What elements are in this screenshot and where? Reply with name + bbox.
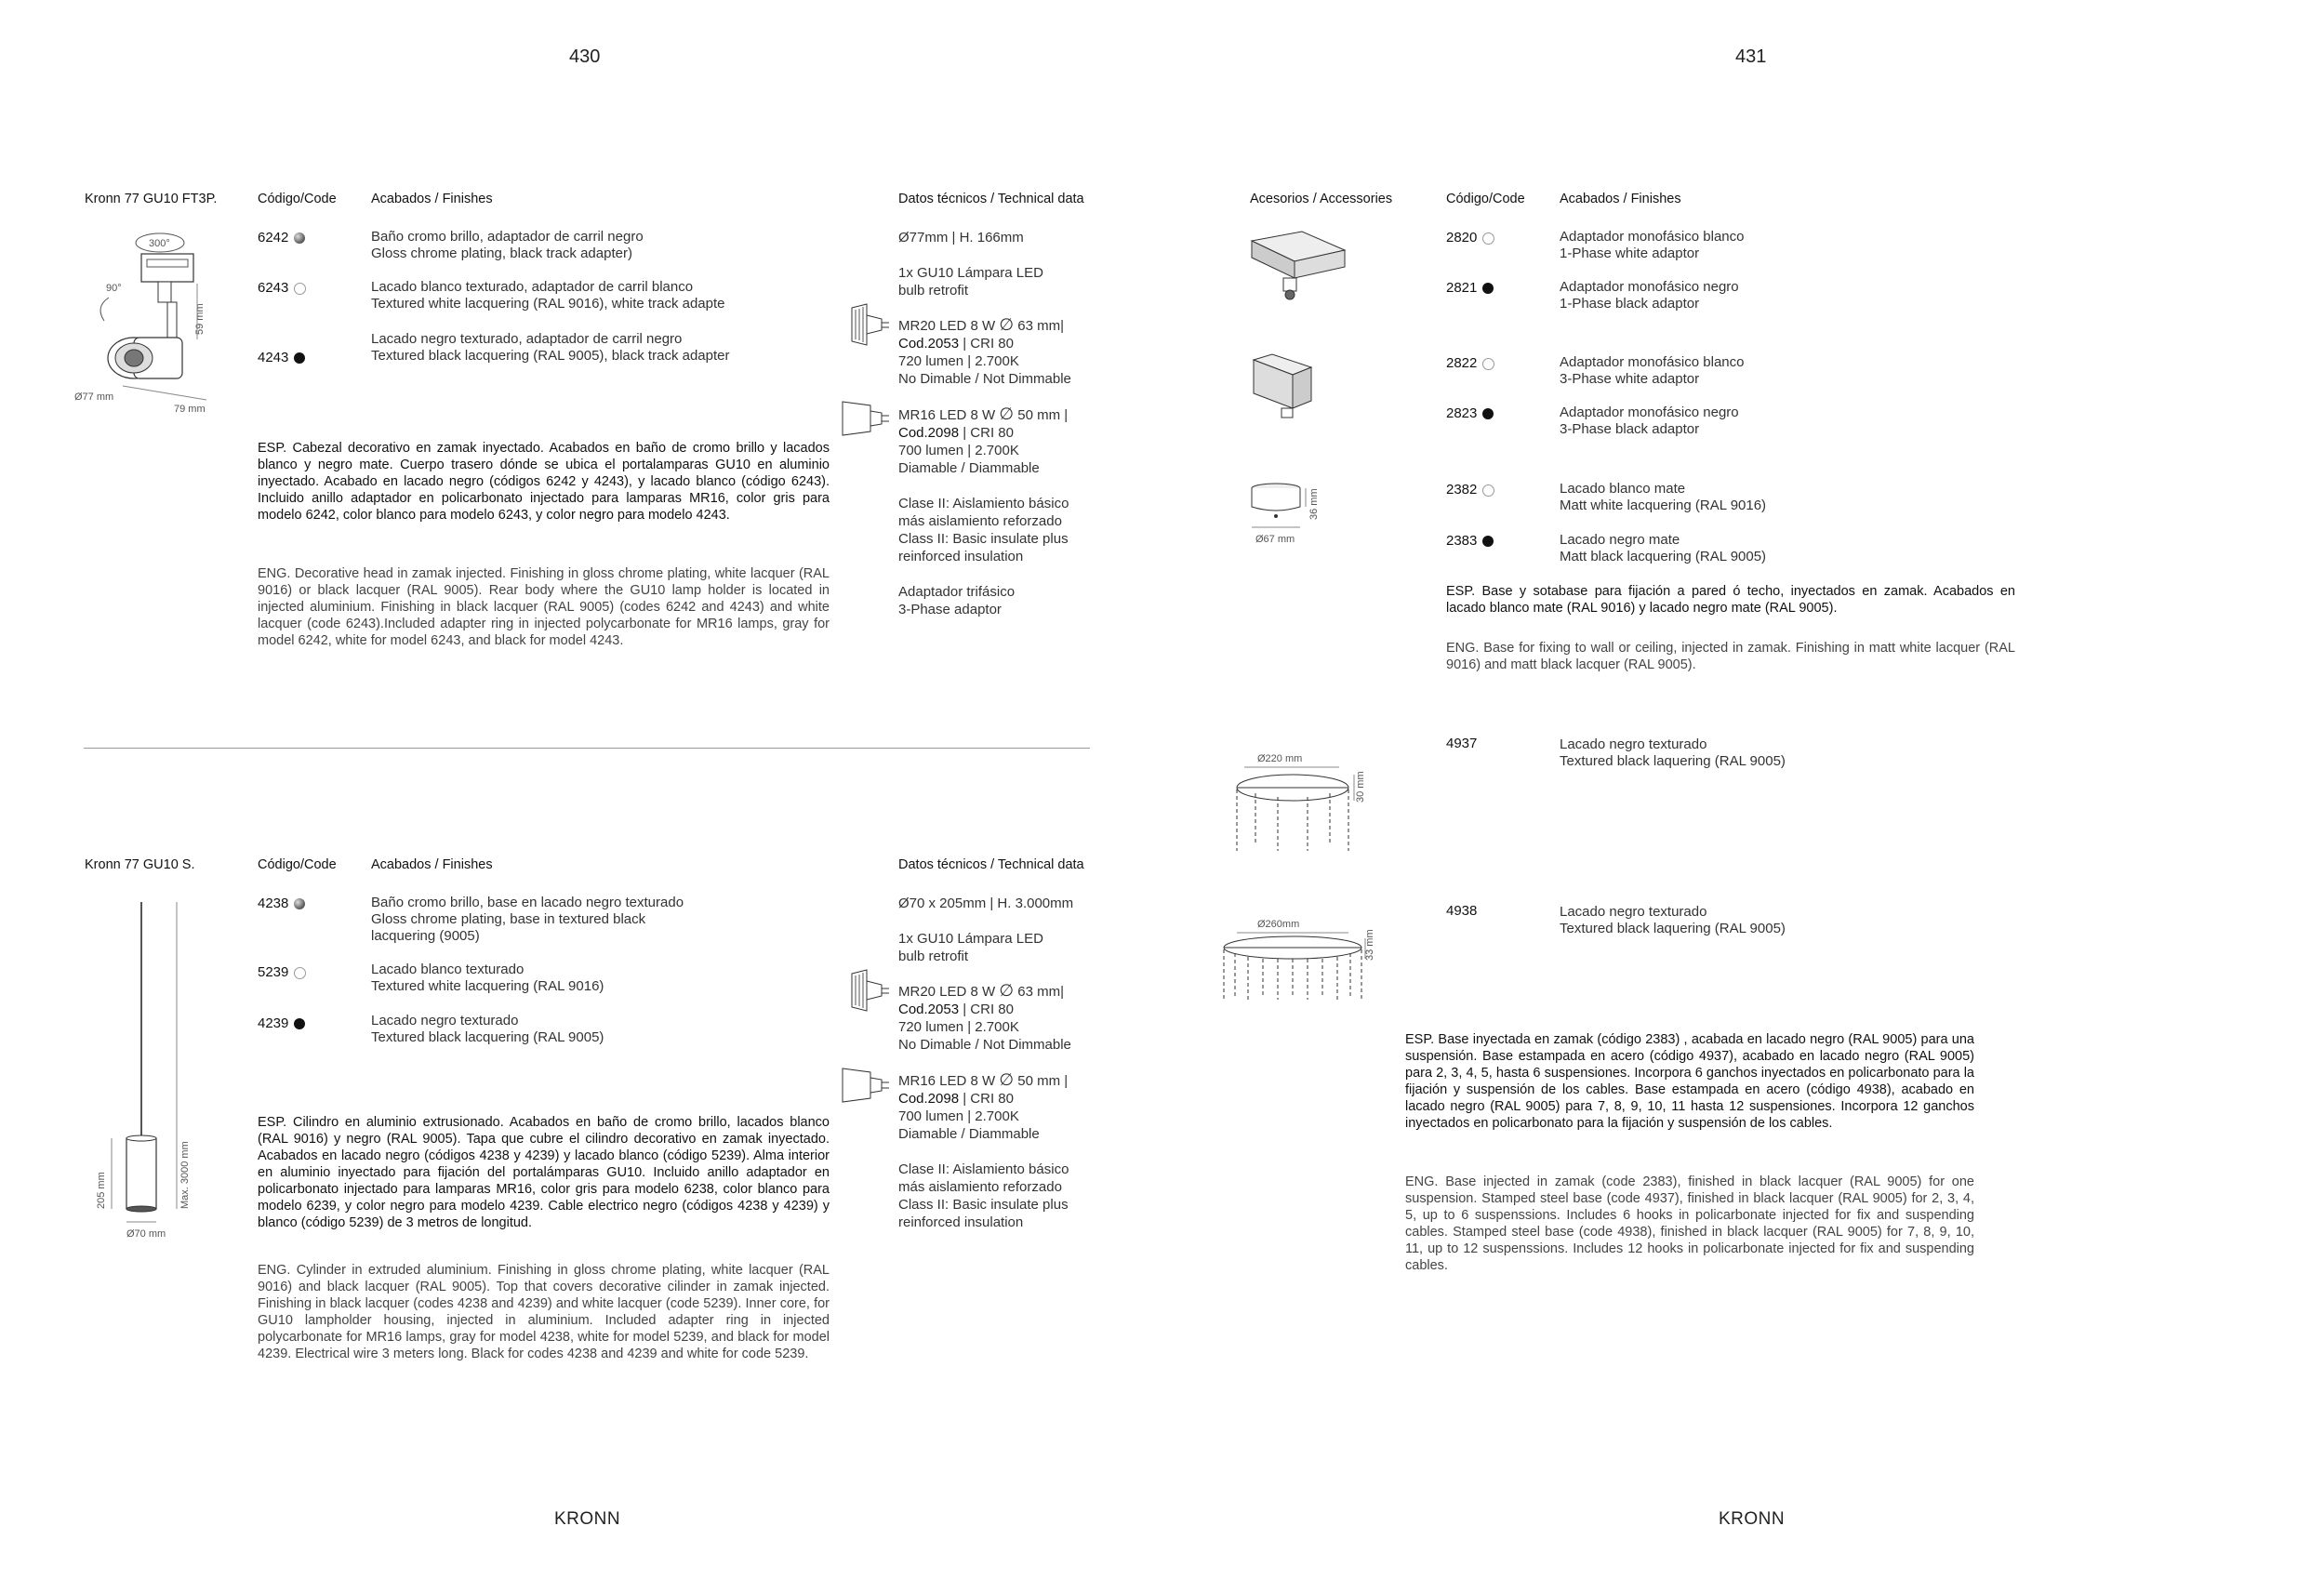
acc-esp-text-2: ESP. Base inyectada en zamak (código 2383) , acabada en lacado negro (RAL 9005) para una suspensión. Base estampada en acero (código 4937), acabado en lacado negro (RAL 9005) para 2, 3, 4, 5, hasta 6 suspensiones. Incorpora 6 ganchos inyectados en policarbonato para la fijación y suspensión de los cables. Base estampada en acero (código 4938), acabado en lacado negro (RAL 9005) para 7, 8, 9, 10, 11 hasta 12 suspensiones. Incorpora 12 ganchos inyectados en policarbonato para la fijación y suspensión de los cables. bbox=[1405, 1032, 1974, 1131]
acc-finish-2823: Adaptador monofásico negro 3-Phase black adaptor bbox=[1560, 405, 1739, 437]
product2-code-4238: 4238 bbox=[258, 896, 305, 911]
product2-code-5239: 5239 bbox=[258, 964, 306, 980]
right-page-number: 431 bbox=[1735, 46, 1767, 67]
spotlight-track-drawing bbox=[67, 228, 225, 418]
mr20-lamp-icon bbox=[848, 302, 896, 349]
svg-text:Ø220 mm: Ø220 mm bbox=[1257, 753, 1303, 764]
left-footer-brand: KRONN bbox=[554, 1509, 621, 1529]
one-phase-adaptor-drawing bbox=[1246, 226, 1353, 305]
acc-finish-4937: Lacado negro texturado Textured black laquering (RAL 9005) bbox=[1560, 736, 1786, 769]
white-finish-dot bbox=[1482, 358, 1494, 370]
chrome-finish-dot bbox=[294, 898, 305, 909]
three-phase-adaptor-drawing bbox=[1246, 349, 1353, 423]
product2-finish-4238: Baño cromo brillo, base en lacado negro texturado Gloss chrome plating, base in textured black lacquering (9005) bbox=[371, 895, 684, 944]
acc-finish-2383: Lacado negro mate Matt black lacquering (RAL 9005) bbox=[1560, 532, 1767, 564]
acc-finish-2821: Adaptador monofásico negro 1-Phase black adaptor bbox=[1560, 279, 1739, 312]
product1-tech-header: Datos técnicos / Technical data bbox=[898, 192, 1084, 206]
black-finish-dot bbox=[1482, 536, 1494, 547]
svg-text:Ø260mm: Ø260mm bbox=[1257, 919, 1300, 930]
acc-finish-2820: Adaptador monofásico blanco 1-Phase white adaptor bbox=[1560, 229, 1745, 261]
mr20-lamp-icon bbox=[848, 968, 896, 1015]
white-finish-dot bbox=[294, 967, 306, 979]
six-hook-base-drawing bbox=[1218, 749, 1367, 856]
black-finish-dot bbox=[1482, 408, 1494, 419]
right-footer-brand: KRONN bbox=[1719, 1509, 1786, 1529]
svg-text:33 mm: 33 mm bbox=[1364, 929, 1375, 961]
acc-code-4938: 4938 bbox=[1446, 903, 1478, 919]
product1-code-6242: 6242 bbox=[258, 230, 305, 245]
white-finish-dot bbox=[1482, 232, 1494, 245]
section-divider bbox=[84, 748, 1090, 749]
accessories-header: Acesorios / Accessories bbox=[1250, 192, 1393, 206]
product1-name: Kronn 77 GU10 FT3P. bbox=[85, 192, 218, 206]
mr16-lamp-icon bbox=[839, 1065, 896, 1106]
product2-code-4239: 4239 bbox=[258, 1015, 305, 1031]
mr16-lamp-icon bbox=[839, 398, 896, 439]
product1-code-header: Código/Code bbox=[258, 192, 337, 206]
product1-tech-data: Ø77mm | H. 166mm 1x GU10 Lámpara LED bulb retrofit MR20 LED 8 W ∅ 63 mm| Cod.2053 | CRI 80 720 lumen | 2.700K No Dimable / Not Dimmable MR16 LED 8 W ∅ 50 mm | Cod.2098 | CRI 80 700 lumen | 2.700K Diamable / Diammable Clase II: Aislamiento básico más aislamiento reforzado Class II: Basic insulate plus reinforced insulation Adaptador trifásico 3-Phase adaptor bbox=[898, 230, 1071, 617]
acc-code-2820: 2820 bbox=[1446, 230, 1494, 245]
svg-text:79 mm: 79 mm bbox=[174, 404, 206, 415]
acc-code-2822: 2822 bbox=[1446, 355, 1494, 371]
product2-finish-5239: Lacado blanco texturado Textured white lacquering (RAL 9016) bbox=[371, 962, 604, 994]
pendant-drawing bbox=[86, 895, 197, 1276]
twelve-hook-base-drawing bbox=[1209, 916, 1376, 1009]
svg-text:30 mm: 30 mm bbox=[1355, 771, 1366, 803]
product1-finish-4243: Lacado negro texturado, adaptador de carril negro Textured black lacquering (RAL 9005), black track adapter bbox=[371, 331, 730, 364]
acc-code-2823: 2823 bbox=[1446, 405, 1494, 421]
product2-esp-text: ESP. Cilindro en aluminio extrusionado. Acabados en baño de cromo brillo, lacados blanco (RAL 9016) y negro (RAL 9005). Tapa que cubre el cilindro decorativo en zamak inyectado. Acabados en lacado negro (códigos 4238 y 4239) y lacado blanco (código 5239). Alma interior en aluminio inyectado para fijación del portalámparas GU10. Incluido anillo adaptador en policarbonato injectado para lamparas MR16, color gris para modelo 6238, color blanco para modelo 6239, y color negro para modelo 4239. Cable electrico negro (códigos 4238 y 4239) y blanco (código 5239) de 3 metros de longitud. bbox=[258, 1115, 830, 1230]
product1-finish-6242: Baño cromo brillo, adaptador de carril negro Gloss chrome plating, black track adapter) bbox=[371, 229, 644, 261]
product2-eng-text: ENG. Cylinder in extruded aluminium. Finishing in gloss chrome plating, white lacquer (RAL 9016) and black lacquer (RAL 9005). Top that covers decorative cilinder in zamak injected. Finishing in black lacquer (codes 4238 and 4239) and white lacquer (code 5239). Inner core, for GU10 lampholder housing, injected in aluminium. Included adapter ring in injected polycarbonate for MR16 lamps, gray for model 4238, white for model 5239, and black for model 4239. Electrical wire 3 meters long. Black for codes 4238 and 4239 and white for code 5239. bbox=[258, 1263, 830, 1361]
black-finish-dot bbox=[294, 1018, 305, 1029]
black-finish-dot bbox=[1482, 283, 1494, 294]
acc-code-2821: 2821 bbox=[1446, 280, 1494, 296]
product2-code-header: Código/Code bbox=[258, 857, 337, 872]
svg-text:300°: 300° bbox=[149, 238, 170, 249]
svg-text:59 mm: 59 mm bbox=[194, 303, 206, 335]
product2-finish-header: Acabados / Finishes bbox=[371, 857, 493, 872]
ceiling-base-drawing bbox=[1246, 479, 1330, 553]
product2-name: Kronn 77 GU10 S. bbox=[85, 857, 195, 872]
product2-finish-4239: Lacado negro texturado Textured black lacquering (RAL 9005) bbox=[371, 1013, 604, 1045]
svg-text:36 mm: 36 mm bbox=[1308, 488, 1320, 520]
chrome-finish-dot bbox=[294, 232, 305, 244]
acc-finish-4938: Lacado negro texturado Textured black laquering (RAL 9005) bbox=[1560, 904, 1786, 936]
product1-code-6243: 6243 bbox=[258, 280, 306, 296]
acc-eng-text-1: ENG. Base for fixing to wall or ceiling, injected in zamak. Finishing in matt white lacquer (RAL 9016) and matt black lacquer (RAL 9005). bbox=[1446, 641, 2015, 672]
left-page-number: 430 bbox=[569, 46, 601, 67]
product1-code-4243: 4243 bbox=[258, 350, 305, 365]
product2-tech-header: Datos técnicos / Technical data bbox=[898, 857, 1084, 872]
accessories-code-header: Código/Code bbox=[1446, 192, 1525, 206]
product1-finish-6243: Lacado blanco texturado, adaptador de carril blanco Textured white lacquering (RAL 9016), white track adapte bbox=[371, 279, 725, 312]
svg-text:Max. 3000 mm: Max. 3000 mm bbox=[179, 1141, 191, 1209]
acc-code-2382: 2382 bbox=[1446, 482, 1494, 498]
accessories-finish-header: Acabados / Finishes bbox=[1560, 192, 1681, 206]
acc-finish-2382: Lacado blanco mate Matt white lacquering (RAL 9016) bbox=[1560, 481, 1767, 513]
white-finish-dot bbox=[294, 283, 306, 295]
product1-finish-header: Acabados / Finishes bbox=[371, 192, 493, 206]
acc-esp-text-1: ESP. Base y sotabase para fijación a pared ó techo, inyectados en zamak. Acabados en lacado blanco mate (RAL 9016) y lacado negro mate (RAL 9005). bbox=[1446, 584, 2015, 616]
svg-text:Ø70 mm: Ø70 mm bbox=[126, 1228, 166, 1240]
acc-code-4937: 4937 bbox=[1446, 736, 1478, 751]
product1-esp-text: ESP. Cabezal decorativo en zamak inyectado. Acabados en baño de cromo brillo y lacados blanco y negro mate. Cuerpo trasero dónde se ubica el portalamparas GU10 en aluminio inyectado. Acabado en lacado negro (códigos 6242 y 4243), y lacado blanco (código 6243). Incluido anillo adaptador en policarbonato injectado para lamparas MR16, color gris para modelo 6242, color blanco para modelo 6243, y color negro para modelo 4243. bbox=[258, 441, 830, 523]
svg-text:Ø67 mm: Ø67 mm bbox=[1255, 534, 1295, 545]
white-finish-dot bbox=[1482, 484, 1494, 497]
svg-text:205 mm: 205 mm bbox=[96, 1172, 107, 1209]
svg-text:Ø77 mm: Ø77 mm bbox=[74, 391, 114, 403]
acc-eng-text-2: ENG. Base injected in zamak (code 2383), finished in black lacquer (RAL 9005) for one suspension. Stamped steel base (code 4937), finished in black lacquer (RAL 9005) for 2, 3, 4, 5, up to 6 suspenssions. Includes 6 hooks in policarbonate injected for fix and suspending cables. Stamped steel base (code 4938), finished in black lacquer (RAL 9005) for 7, 8, 9, 10, 11, up to 12 suspenssions. Includes 12 hooks in policarbonate injected for fix and suspending cables. bbox=[1405, 1174, 1974, 1273]
black-finish-dot bbox=[294, 352, 305, 364]
acc-finish-2822: Adaptador monofásico blanco 3-Phase white adaptor bbox=[1560, 354, 1745, 387]
acc-code-2383: 2383 bbox=[1446, 533, 1494, 549]
svg-text:90°: 90° bbox=[106, 283, 122, 294]
product2-tech-data: Ø70 x 205mm | H. 3.000mm 1x GU10 Lámpara LED bulb retrofit MR20 LED 8 W ∅ 63 mm| Cod.2053 | CRI 80 720 lumen | 2.700K No Dimable / Not Dimmable MR16 LED 8 W ∅ 50 mm | Cod.2098 | CRI 80 700 lumen | 2.700K Diamable / Diammable Clase II: Aislamiento básico más aislamiento reforzado Class II: Basic insulate plus reinforced insulation bbox=[898, 896, 1074, 1230]
product1-eng-text: ENG. Decorative head in zamak injected. Finishing in gloss chrome plating, white lacquer (RAL 9016) or black lacquer (RAL 9005). Rear body where the GU10 lamp holder is located in injected aluminium. Finishing in black lacquer (RAL 9005) (codes 6242 and 4243) and white lacquer (code 6243).Included adapter ring in injected polycarbonate for MR16 lamps, gray for model 6242, white for model 6243, and black for model 4243. bbox=[258, 566, 830, 648]
